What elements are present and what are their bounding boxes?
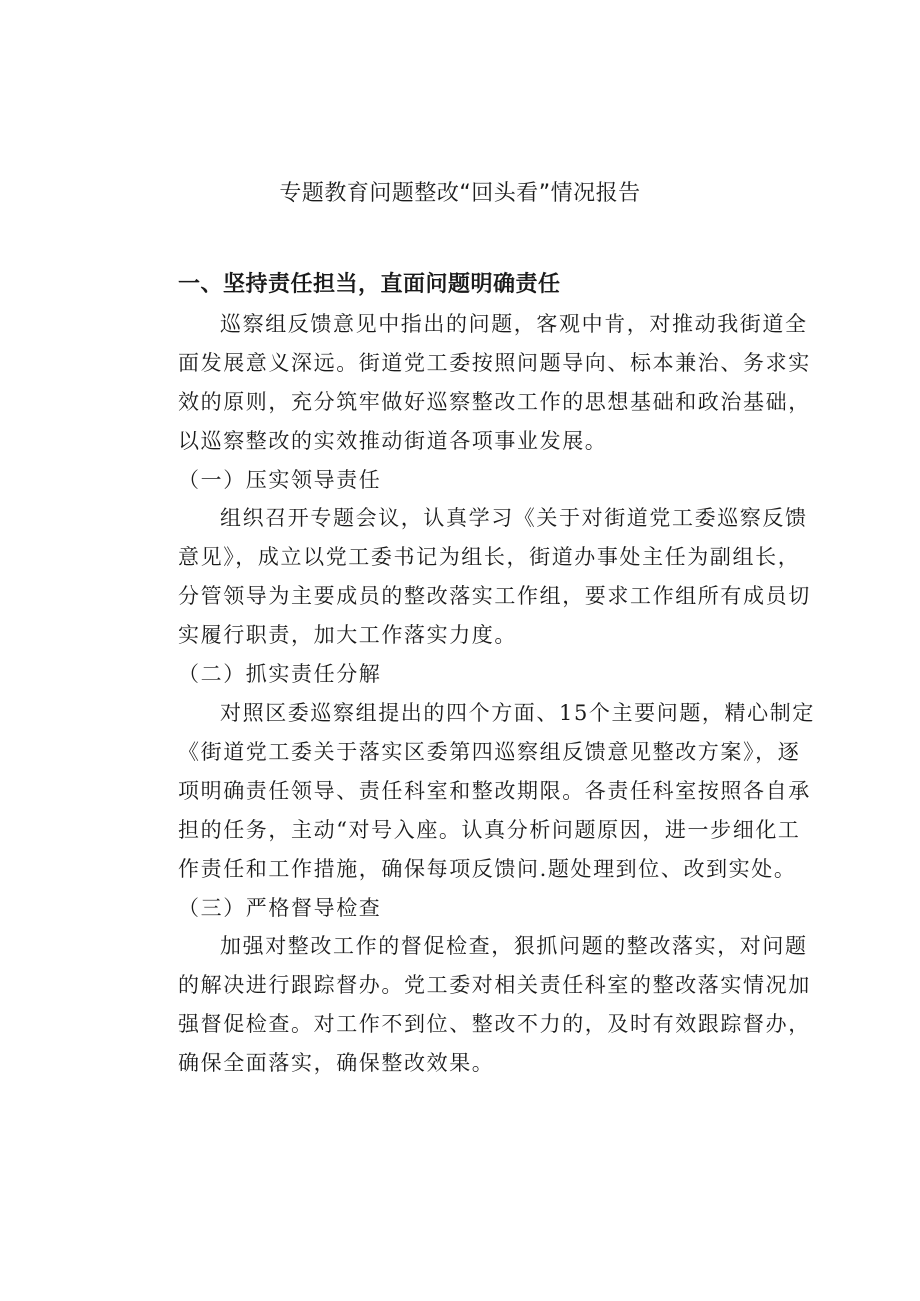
paragraph-line: 加强对整改工作的督促检查，狠抓问题的整改落实，对问题 (220, 934, 808, 959)
document-title: 专题教育问题整改“回头看”情况报告 (279, 181, 641, 206)
paragraph-line: 担的任务，主动“对号入座。认真分析问题原因，进一步细化工 (178, 817, 801, 842)
paragraph-line: 确保全面落实，确保整改效果。 (178, 1051, 495, 1076)
paragraph-line: 以巡察整改的实效推动街道各项事业发展。 (178, 428, 608, 453)
document-body (136, 266, 815, 1083)
section-heading-1: 一、坚持责任担当，直面问题明确责任 (178, 272, 561, 297)
subsection-paragraph-1 (136, 499, 811, 655)
paragraph-line: 对照区委巡察组提出的四个方面、15个主要问题，精心制定 (220, 700, 815, 725)
subsection-paragraph-2 (136, 694, 815, 889)
subsection-heading-2: （二）抓实责任分解 (178, 662, 382, 687)
paragraph-line: 作责任和工作措施，确保每项反馈问.题处理到位、改到实处。 (178, 856, 797, 881)
paragraph-line: 项明确责任领导、责任科室和整改期限。各责任科室按照各自承 (178, 778, 811, 803)
paragraph-line: 《街道党工委关于落实区委第四巡察组反馈意见整改方案》，逐 (178, 739, 801, 764)
paragraph-line: 效的原则，充分筑牢做好巡察整改工作的思想基础和政治基础， (178, 389, 811, 414)
paragraph-line: 面发展意义深远。街道党工委按照问题导向、标本兼治、务求实 (178, 350, 811, 375)
paragraph-line: 意见》，成立以党工委书记为组长，街道办事处主任为副组长， (178, 545, 801, 570)
subsection-heading-1: （一）压实领导责任 (178, 467, 382, 492)
subsection-heading-3: （三）严格督导检查 (178, 895, 382, 920)
paragraph-line: 强督促检查。对工作不到位、整改不力的，及时有效跟踪督办， (178, 1012, 811, 1037)
paragraph-line: 分管领导为主要成员的整改落实工作组，要求工作组所有成员切 (178, 584, 811, 609)
intro-paragraph (136, 305, 811, 461)
paragraph-line: 巡察组反馈意见中指出的问题，客观中肯，对推动我街道全 (220, 311, 808, 336)
paragraph-line: 实履行职责，加大工作落实力度。 (178, 623, 517, 648)
paragraph-line: 的解决进行跟踪督办。党工委对相关责任科室的整改落实情况加 (178, 973, 811, 998)
subsection-paragraph-3 (136, 927, 811, 1083)
paragraph-line: 组织召开专题会议，认真学习《关于对街道党工委巡察反馈 (220, 506, 808, 531)
